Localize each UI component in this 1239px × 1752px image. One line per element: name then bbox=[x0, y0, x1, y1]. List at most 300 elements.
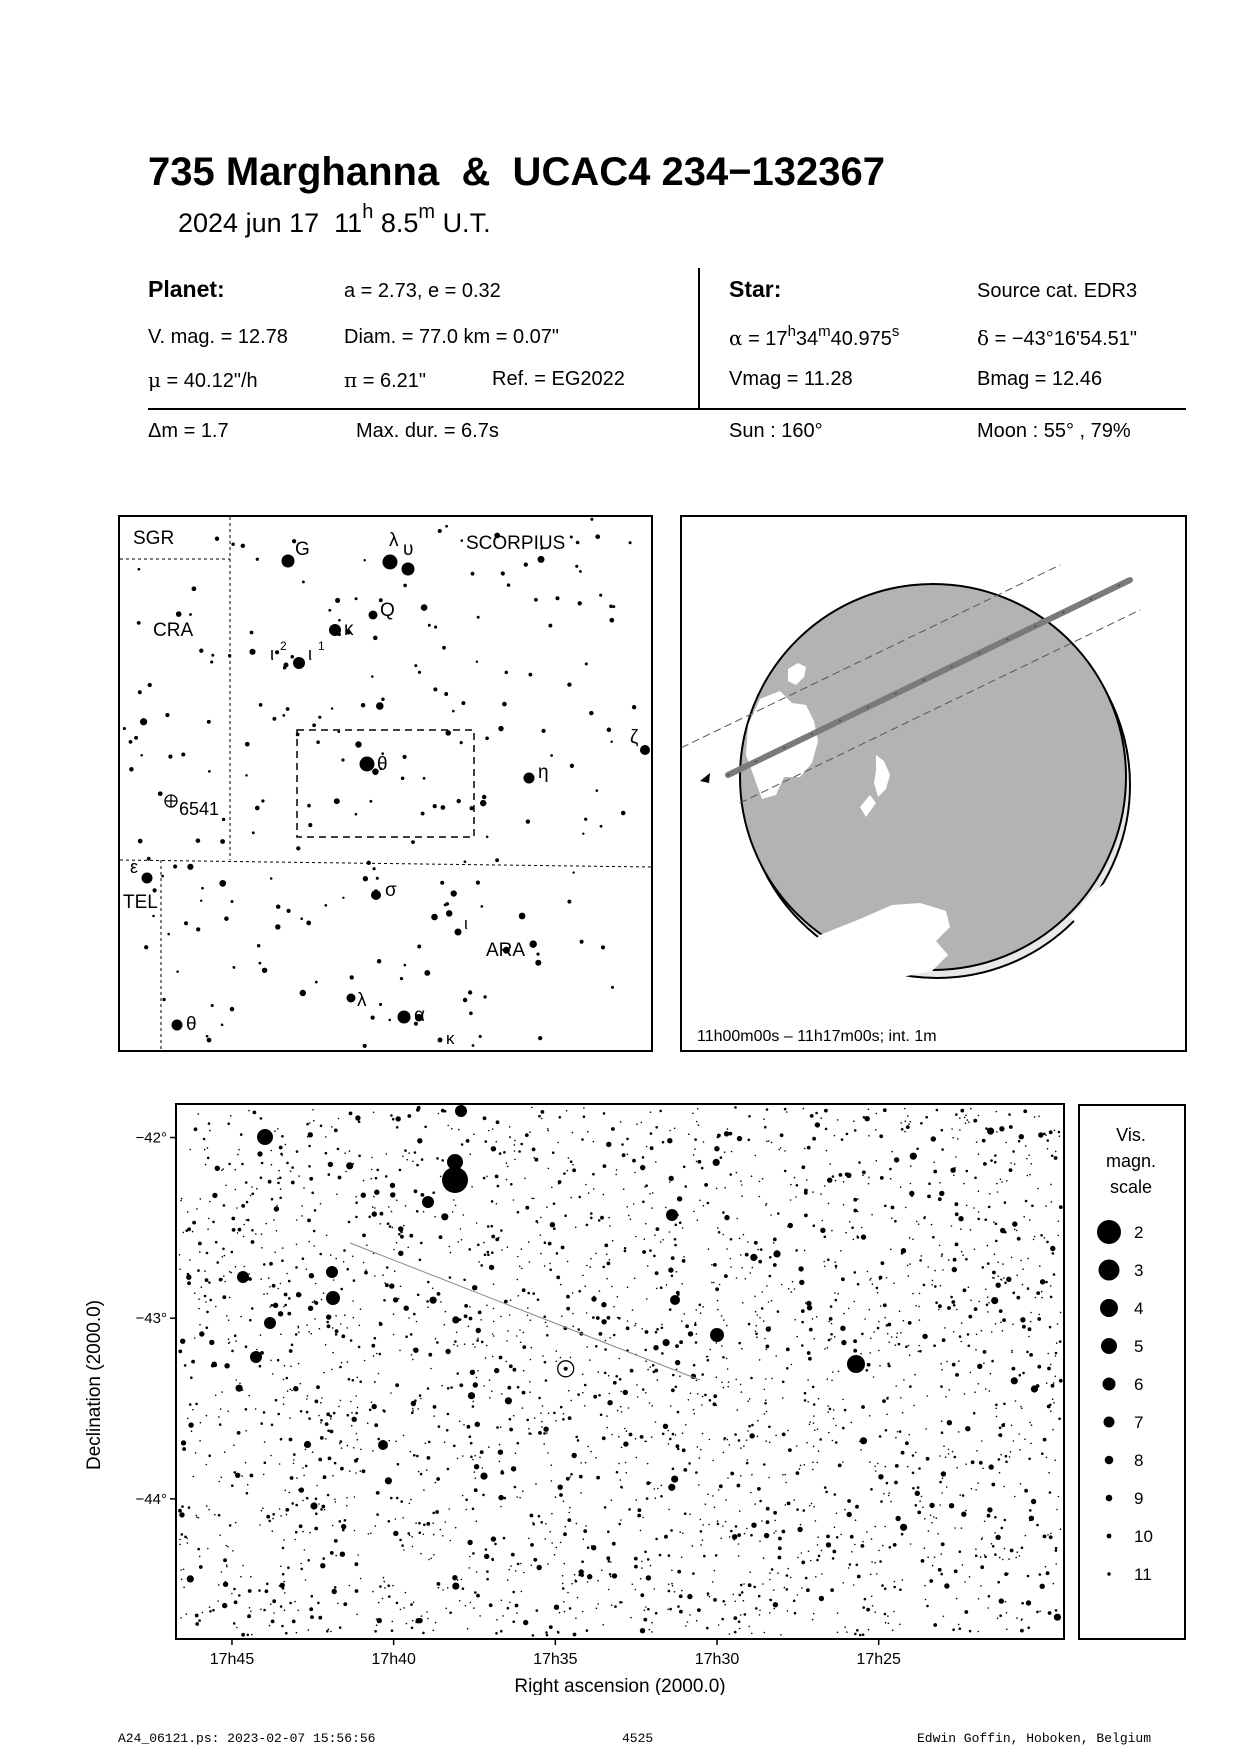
field-star bbox=[403, 1435, 405, 1437]
field-star bbox=[428, 1441, 431, 1444]
field-star bbox=[412, 1620, 414, 1622]
field-star bbox=[249, 1607, 251, 1609]
field-star bbox=[251, 1229, 254, 1232]
field-star bbox=[642, 1250, 646, 1254]
field-star bbox=[340, 1323, 342, 1325]
field-star bbox=[447, 1413, 450, 1416]
field-star bbox=[620, 1479, 622, 1481]
field-star bbox=[935, 1301, 938, 1304]
field-star bbox=[228, 1338, 230, 1340]
field-star bbox=[420, 1242, 423, 1245]
finder-star bbox=[578, 601, 582, 605]
field-star bbox=[320, 1422, 322, 1424]
field-star bbox=[259, 1524, 261, 1526]
field-star bbox=[938, 1309, 940, 1311]
field-star bbox=[874, 1611, 876, 1613]
bright-star bbox=[264, 1317, 276, 1329]
star-kappa-ara bbox=[438, 1038, 443, 1043]
field-star bbox=[457, 1345, 459, 1347]
field-star bbox=[646, 1146, 648, 1148]
field-star bbox=[540, 1234, 542, 1236]
field-star bbox=[1017, 1551, 1019, 1553]
field-star bbox=[695, 1471, 698, 1474]
field-star bbox=[231, 1251, 234, 1254]
field-star bbox=[190, 1376, 193, 1379]
field-star bbox=[657, 1379, 659, 1381]
field-star bbox=[423, 1211, 425, 1213]
field-star bbox=[1059, 1379, 1063, 1383]
field-star bbox=[790, 1184, 792, 1186]
field-star bbox=[869, 1461, 871, 1463]
finder-star bbox=[363, 559, 365, 561]
field-star bbox=[358, 1120, 361, 1123]
field-star bbox=[677, 1293, 680, 1296]
field-star bbox=[914, 1374, 916, 1376]
field-star bbox=[326, 1412, 330, 1416]
field-star bbox=[555, 1496, 557, 1498]
field-star bbox=[283, 1379, 285, 1381]
field-star bbox=[934, 1285, 937, 1288]
field-star bbox=[368, 1533, 370, 1535]
field-star bbox=[681, 1557, 683, 1559]
field-star bbox=[590, 1212, 593, 1215]
field-star bbox=[942, 1338, 946, 1342]
field-star bbox=[703, 1555, 706, 1558]
field-star bbox=[606, 1278, 608, 1280]
field-star bbox=[427, 1387, 430, 1390]
field-star bbox=[359, 1325, 361, 1327]
field-star bbox=[430, 1297, 437, 1304]
field-star bbox=[344, 1314, 346, 1316]
field-star bbox=[195, 1614, 199, 1618]
field-star bbox=[996, 1283, 1001, 1288]
field-star bbox=[293, 1453, 296, 1456]
field-star bbox=[821, 1550, 823, 1552]
field-star bbox=[553, 1412, 556, 1415]
field-star bbox=[924, 1585, 926, 1587]
field-star bbox=[835, 1265, 838, 1268]
field-star bbox=[640, 1628, 645, 1633]
field-star bbox=[751, 1474, 753, 1476]
field-star bbox=[291, 1166, 294, 1169]
field-star bbox=[233, 1622, 236, 1625]
field-star bbox=[1050, 1296, 1053, 1299]
finder-star bbox=[486, 836, 489, 839]
field-star bbox=[887, 1363, 890, 1366]
field-star bbox=[912, 1454, 915, 1457]
field-star bbox=[379, 1322, 381, 1324]
field-star bbox=[326, 1314, 331, 1319]
field-star bbox=[186, 1275, 191, 1280]
field-star bbox=[978, 1153, 980, 1155]
field-star bbox=[764, 1632, 766, 1634]
field-star bbox=[859, 1634, 862, 1637]
field-star bbox=[280, 1605, 283, 1608]
field-star bbox=[665, 1207, 667, 1209]
field-star bbox=[1010, 1162, 1012, 1164]
field-star bbox=[297, 1326, 299, 1328]
field-star bbox=[950, 1422, 952, 1424]
field-star bbox=[651, 1622, 653, 1624]
field-star bbox=[975, 1554, 978, 1557]
field-star bbox=[426, 1611, 428, 1613]
field-star bbox=[410, 1499, 412, 1501]
field-star bbox=[457, 1458, 459, 1460]
field-star bbox=[307, 1219, 311, 1223]
field-star bbox=[853, 1584, 855, 1586]
field-star bbox=[865, 1116, 870, 1121]
field-star bbox=[886, 1482, 889, 1485]
field-star bbox=[899, 1310, 901, 1312]
finder-star bbox=[334, 798, 340, 804]
field-star bbox=[784, 1474, 786, 1476]
field-star bbox=[206, 1505, 208, 1507]
finder-star bbox=[457, 799, 461, 803]
finder-star bbox=[441, 805, 446, 810]
field-star bbox=[801, 1552, 803, 1554]
field-star bbox=[606, 1556, 610, 1560]
field-star bbox=[965, 1115, 967, 1117]
finder-star bbox=[355, 813, 358, 816]
field-star bbox=[996, 1111, 998, 1113]
field-star bbox=[879, 1365, 881, 1367]
field-star bbox=[869, 1309, 871, 1311]
field-star bbox=[522, 1391, 526, 1395]
finder-star bbox=[424, 970, 430, 976]
field-star bbox=[560, 1406, 563, 1409]
field-star bbox=[655, 1271, 659, 1275]
field-star bbox=[1012, 1221, 1017, 1226]
field-star bbox=[340, 1440, 343, 1443]
field-star bbox=[266, 1293, 268, 1295]
field-star bbox=[679, 1531, 681, 1533]
field-star bbox=[347, 1414, 350, 1417]
field-star bbox=[955, 1156, 957, 1158]
field-star bbox=[424, 1126, 427, 1129]
field-star bbox=[652, 1364, 655, 1367]
field-star bbox=[531, 1565, 533, 1567]
field-star bbox=[218, 1481, 220, 1483]
field-star bbox=[341, 1362, 343, 1364]
field-star bbox=[613, 1306, 615, 1308]
field-star bbox=[663, 1339, 670, 1346]
finder-star bbox=[341, 758, 344, 761]
field-star bbox=[308, 1306, 313, 1311]
finder-star bbox=[595, 534, 600, 539]
field-star bbox=[616, 1169, 618, 1171]
field-star bbox=[532, 1292, 535, 1295]
field-star bbox=[956, 1598, 958, 1600]
field-star bbox=[1010, 1549, 1014, 1553]
field-star bbox=[272, 1513, 275, 1516]
finder-star bbox=[312, 723, 316, 727]
field-star bbox=[655, 1497, 657, 1499]
field-star bbox=[850, 1535, 854, 1539]
field-star bbox=[238, 1149, 240, 1151]
field-star bbox=[948, 1259, 950, 1261]
field-star bbox=[622, 1153, 626, 1157]
field-star bbox=[688, 1462, 691, 1465]
field-star bbox=[531, 1347, 533, 1349]
field-star bbox=[1038, 1116, 1040, 1118]
field-star bbox=[796, 1184, 799, 1187]
field-star bbox=[538, 1115, 541, 1118]
finder-star bbox=[275, 924, 280, 929]
field-star bbox=[875, 1470, 877, 1472]
field-star bbox=[474, 1346, 476, 1348]
field-star bbox=[413, 1602, 415, 1604]
field-star bbox=[1051, 1155, 1054, 1158]
field-star bbox=[894, 1481, 898, 1485]
field-star bbox=[679, 1221, 682, 1224]
field-star bbox=[649, 1193, 651, 1195]
footer-number: 4525 bbox=[622, 1731, 654, 1746]
bright-star bbox=[666, 1209, 678, 1221]
field-star bbox=[237, 1232, 239, 1234]
legend-dot bbox=[1100, 1299, 1118, 1317]
field-star bbox=[395, 1441, 397, 1443]
field-star bbox=[766, 1285, 768, 1287]
field-star bbox=[483, 1116, 487, 1120]
field-star bbox=[667, 1138, 672, 1143]
field-star bbox=[270, 1455, 272, 1457]
field-star bbox=[671, 1256, 675, 1260]
field-star bbox=[261, 1247, 263, 1249]
field-star bbox=[786, 1348, 790, 1352]
field-star bbox=[188, 1506, 191, 1509]
finder-star bbox=[611, 986, 614, 989]
field-star bbox=[361, 1193, 366, 1198]
field-star bbox=[588, 1192, 590, 1194]
field-star bbox=[233, 1444, 235, 1446]
field-star bbox=[876, 1573, 878, 1575]
field-star bbox=[807, 1351, 811, 1355]
field-star bbox=[493, 1284, 495, 1286]
field-star bbox=[234, 1334, 237, 1337]
field-star bbox=[727, 1386, 729, 1388]
field-star bbox=[1037, 1317, 1041, 1321]
field-star bbox=[523, 1332, 525, 1334]
field-star bbox=[371, 1157, 373, 1159]
finder-star bbox=[296, 846, 300, 850]
field-star bbox=[340, 1467, 344, 1471]
field-star bbox=[1048, 1611, 1052, 1615]
field-star bbox=[410, 1451, 412, 1453]
field-star bbox=[941, 1553, 943, 1555]
finder-star bbox=[363, 876, 368, 881]
field-star bbox=[328, 1173, 331, 1176]
x-tick-label: 17h40 bbox=[371, 1651, 416, 1668]
field-star bbox=[921, 1559, 925, 1563]
field-star bbox=[917, 1486, 920, 1489]
field-star bbox=[286, 1273, 288, 1275]
field-star bbox=[1049, 1404, 1052, 1407]
field-star bbox=[968, 1287, 970, 1289]
field-star bbox=[362, 1234, 366, 1238]
field-star bbox=[223, 1558, 227, 1562]
field-star bbox=[1025, 1145, 1027, 1147]
field-star bbox=[646, 1481, 650, 1485]
field-star bbox=[873, 1376, 875, 1378]
field-star bbox=[238, 1594, 241, 1597]
field-star bbox=[893, 1543, 897, 1547]
field-star bbox=[503, 1537, 506, 1540]
finder-star bbox=[222, 818, 225, 821]
field-star bbox=[824, 1348, 826, 1350]
field-star bbox=[537, 1565, 542, 1570]
field-star bbox=[670, 1271, 672, 1273]
field-star bbox=[965, 1258, 968, 1261]
field-star bbox=[933, 1344, 936, 1347]
field-star bbox=[818, 1555, 821, 1558]
field-star bbox=[314, 1209, 317, 1212]
field-star bbox=[269, 1286, 271, 1288]
field-star bbox=[199, 1440, 201, 1442]
field-star bbox=[513, 1368, 517, 1372]
field-star bbox=[517, 1211, 520, 1214]
field-star bbox=[862, 1633, 865, 1636]
field-star bbox=[331, 1369, 333, 1371]
field-star bbox=[335, 1333, 338, 1336]
field-star bbox=[322, 1557, 325, 1560]
field-star bbox=[320, 1419, 323, 1422]
field-star bbox=[655, 1538, 658, 1541]
field-star bbox=[523, 1572, 525, 1574]
field-star bbox=[953, 1331, 955, 1333]
field-star bbox=[862, 1171, 866, 1175]
field-star bbox=[265, 1223, 267, 1225]
finder-star bbox=[529, 940, 536, 947]
field-star bbox=[796, 1445, 798, 1447]
field-star bbox=[750, 1492, 752, 1494]
finder-star bbox=[417, 945, 421, 949]
field-star bbox=[392, 1585, 394, 1587]
field-star bbox=[419, 1259, 422, 1262]
field-star bbox=[313, 1230, 316, 1233]
field-star bbox=[218, 1514, 221, 1517]
field-star bbox=[939, 1245, 941, 1247]
finder-star bbox=[445, 525, 448, 528]
field-star bbox=[209, 1130, 211, 1132]
field-star bbox=[346, 1505, 348, 1507]
field-star bbox=[939, 1481, 942, 1484]
field-star bbox=[519, 1265, 521, 1267]
field-star bbox=[751, 1424, 754, 1427]
field-star bbox=[282, 1247, 284, 1249]
field-star bbox=[205, 1301, 207, 1303]
field-star bbox=[498, 1237, 500, 1239]
finder-star bbox=[241, 544, 245, 548]
field-star bbox=[376, 1353, 378, 1355]
finder-star bbox=[249, 649, 255, 655]
field-star bbox=[900, 1186, 902, 1188]
field-star bbox=[768, 1426, 771, 1429]
field-star bbox=[204, 1149, 206, 1151]
finder-star bbox=[582, 832, 584, 834]
field-star bbox=[271, 1620, 275, 1624]
field-star bbox=[397, 1463, 400, 1466]
field-star bbox=[388, 1520, 391, 1523]
field-star bbox=[784, 1150, 786, 1152]
field-star bbox=[251, 1186, 253, 1188]
field-star bbox=[507, 1607, 510, 1610]
field-star bbox=[407, 1114, 411, 1118]
field-star bbox=[464, 1343, 466, 1345]
field-star bbox=[931, 1136, 936, 1141]
field-star bbox=[403, 1225, 405, 1227]
field-star bbox=[503, 1151, 506, 1154]
field-star bbox=[319, 1328, 321, 1330]
field-star bbox=[992, 1277, 994, 1279]
field-star bbox=[261, 1510, 263, 1512]
field-star bbox=[1043, 1133, 1046, 1136]
field-star bbox=[235, 1189, 237, 1191]
finder-star bbox=[200, 900, 202, 902]
field-star bbox=[545, 1538, 547, 1540]
field-star bbox=[439, 1235, 443, 1239]
field-star bbox=[858, 1161, 861, 1164]
field-star bbox=[696, 1620, 698, 1622]
field-star bbox=[581, 1560, 584, 1563]
field-star bbox=[426, 1469, 428, 1471]
field-star bbox=[855, 1505, 859, 1509]
finder-star bbox=[331, 707, 333, 709]
field-star bbox=[693, 1409, 695, 1411]
field-star bbox=[810, 1114, 814, 1118]
field-star bbox=[834, 1493, 837, 1496]
field-star bbox=[854, 1129, 857, 1132]
field-star bbox=[256, 1188, 258, 1190]
field-star bbox=[618, 1463, 620, 1465]
field-star bbox=[440, 1301, 442, 1303]
field-star bbox=[453, 1445, 456, 1448]
field-star bbox=[856, 1629, 859, 1632]
field-star bbox=[355, 1562, 359, 1566]
field-star bbox=[778, 1537, 782, 1541]
field-star bbox=[1029, 1509, 1032, 1512]
field-star bbox=[812, 1461, 814, 1463]
field-star bbox=[225, 1545, 227, 1547]
field-star bbox=[285, 1144, 287, 1146]
field-star bbox=[577, 1597, 579, 1599]
field-star bbox=[380, 1223, 382, 1225]
field-star bbox=[954, 1569, 958, 1573]
field-star bbox=[573, 1633, 577, 1637]
field-star bbox=[501, 1249, 503, 1251]
field-star bbox=[208, 1454, 211, 1457]
field-star bbox=[773, 1602, 778, 1607]
field-star bbox=[624, 1428, 626, 1430]
field-star bbox=[360, 1470, 362, 1472]
field-star bbox=[645, 1184, 648, 1187]
field-star bbox=[807, 1146, 811, 1150]
field-star bbox=[912, 1472, 915, 1475]
field-star bbox=[412, 1359, 414, 1361]
field-star bbox=[564, 1214, 567, 1217]
finder-star bbox=[438, 529, 442, 533]
field-star bbox=[535, 1158, 539, 1162]
field-star bbox=[572, 1164, 574, 1166]
field-star bbox=[727, 1128, 729, 1130]
legend-magnitude-label: 9 bbox=[1134, 1489, 1144, 1508]
field-star bbox=[328, 1457, 332, 1461]
field-star bbox=[954, 1527, 956, 1529]
legend-dot bbox=[1097, 1220, 1121, 1244]
field-star bbox=[785, 1504, 787, 1506]
field-star bbox=[592, 1173, 595, 1176]
field-star bbox=[817, 1536, 819, 1538]
field-star bbox=[965, 1426, 970, 1431]
